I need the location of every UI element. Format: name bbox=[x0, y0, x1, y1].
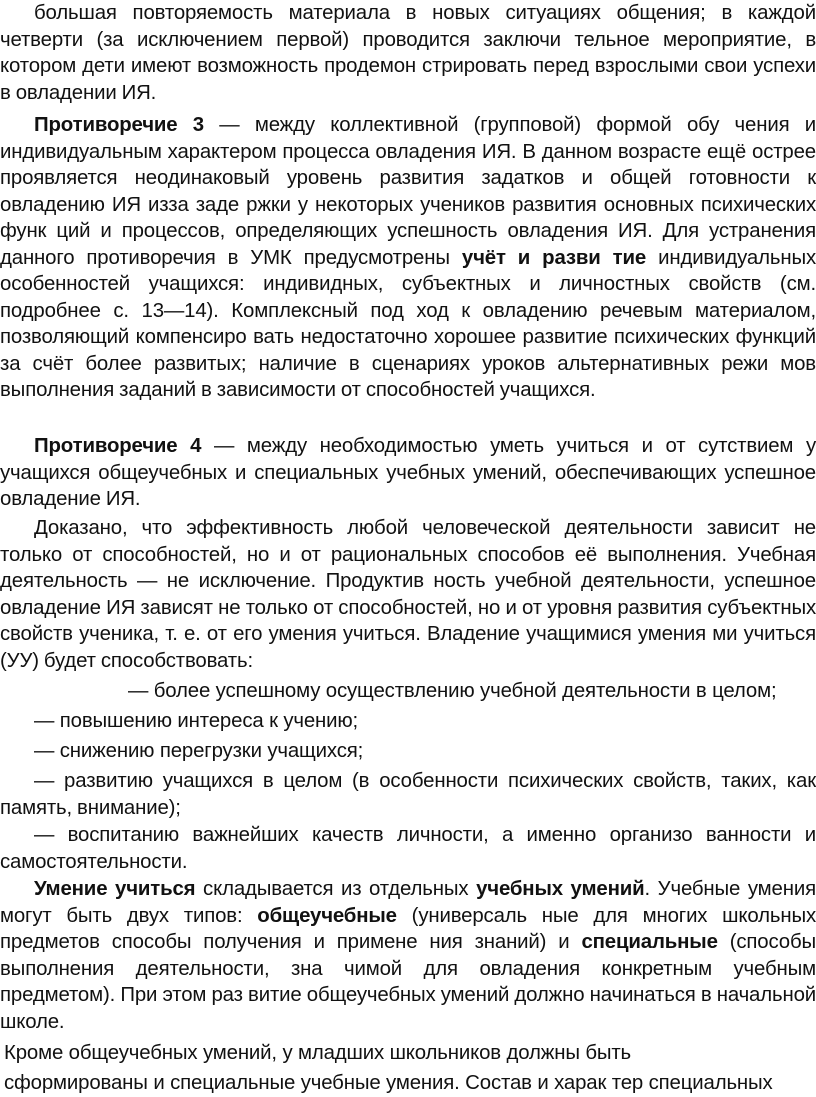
skills-text-1: складывается из отдельных bbox=[195, 878, 477, 900]
paragraph-contradiction-3 bbox=[0, 112, 816, 404]
list-item-3: — снижению перегрузки учащихся; bbox=[34, 740, 364, 762]
term-learning-to-learn: Умение учиться bbox=[34, 878, 196, 900]
list-item-5: — воспитанию важнейших качеств личности, а именно организо ванности и самостоятельности. bbox=[0, 824, 816, 873]
paragraph-learning-skills bbox=[0, 876, 816, 1035]
closing-line-1: Кроме общеучебных умений, у младших школьников должны быть bbox=[4, 1042, 632, 1064]
list-item-1: — более успешному осуществлению учебной деятельности в целом; bbox=[128, 680, 777, 702]
term-learning-skills: учебных умений bbox=[476, 878, 645, 900]
contradiction-3-text-part1: — между коллективной (групповой) формой обу чения и индивидуальным характером процесса овладения ИЯ. В данном возрасте ещё острее проявляется неодинаковый уровень развития задатков и общей готовности к овладению ИЯ изза заде ржки у некоторых учеников развития основных психических функ ций и процессов, определяющих успешность овладения ИЯ. Для устранения данного противоречия в УМК предусмотрены bbox=[0, 114, 816, 269]
closing-line-2: сформированы и специальные учебные умения. Состав и харак тер специальных bbox=[4, 1072, 773, 1094]
term-special-skills: специальные bbox=[581, 931, 718, 953]
skills-text-3: (универсаль ные для многих школьных предметов способы получения и примене ния знаний) и bbox=[0, 904, 816, 953]
contradiction-4-text: — между необходимостью уметь учиться и от сутствием у учащихся общеучебных и специальных учебных умений, обеспечивающих успешное овладение ИЯ. bbox=[0, 435, 816, 510]
list-item-2: — повышению интереса к учению; bbox=[34, 710, 359, 732]
list-item-4: — развитию учащихся в целом (в особенности психических свойств, таких, как память, внимание); bbox=[0, 770, 816, 819]
skills-text-4: (способы выполнения деятельности, зна чимой для овладения конкретным учебным предметом). При этом раз витие общеучебных умений должно начинаться в начальной школе. bbox=[0, 931, 816, 1033]
paragraph-learning-efficiency: Доказано, что эффективность любой человеческой деятельности зависит не только от способностей, но и от рациональных способов её выполнения. Учебная деятельность — не исключение. Продуктив ность учебной деятельности, успешное овладение ИЯ зависят не только от способностей, но и от уровня развития субъектных свойств ученика, т. е. от его умения учиться. Владение учащимися умения ми учиться (УУ) будет способствовать: bbox=[0, 517, 816, 672]
contradiction-3-text-part2: индивидуальных особенностей учащихся: индивидных, субъектных и личностных свойств (см. подробнее с. 13—14). Комплексный под ход к овладению речевым материалом, позволяющий компенсиро вать недостаточно хорошее развитие психических функций за счёт более развитых; наличие в сценариях уроков альтернативных режи мов выполнения заданий в зависимости от способностей учащихся. bbox=[0, 246, 816, 401]
skills-text-2: . Учебные умения могут быть двух типов: bbox=[0, 878, 816, 927]
term-general-skills: общеучебные bbox=[257, 904, 397, 927]
heading-contradiction-3: Противоречие 3 bbox=[34, 114, 204, 136]
paragraph-repetition: большая повторяемость материала в новых ситуациях общения; в каждой четверти (за исключением первой) проводится заключи тельное мероприятие, в котором дети имеют возможность продемон стрировать перед взрослыми свои успехи в овладении ИЯ. bbox=[0, 2, 816, 104]
heading-contradiction-4: Противоречие 4 bbox=[34, 435, 202, 457]
emphasis-individual-development: учёт и разви тие bbox=[461, 246, 647, 269]
paragraph-contradiction-4 bbox=[0, 433, 816, 513]
